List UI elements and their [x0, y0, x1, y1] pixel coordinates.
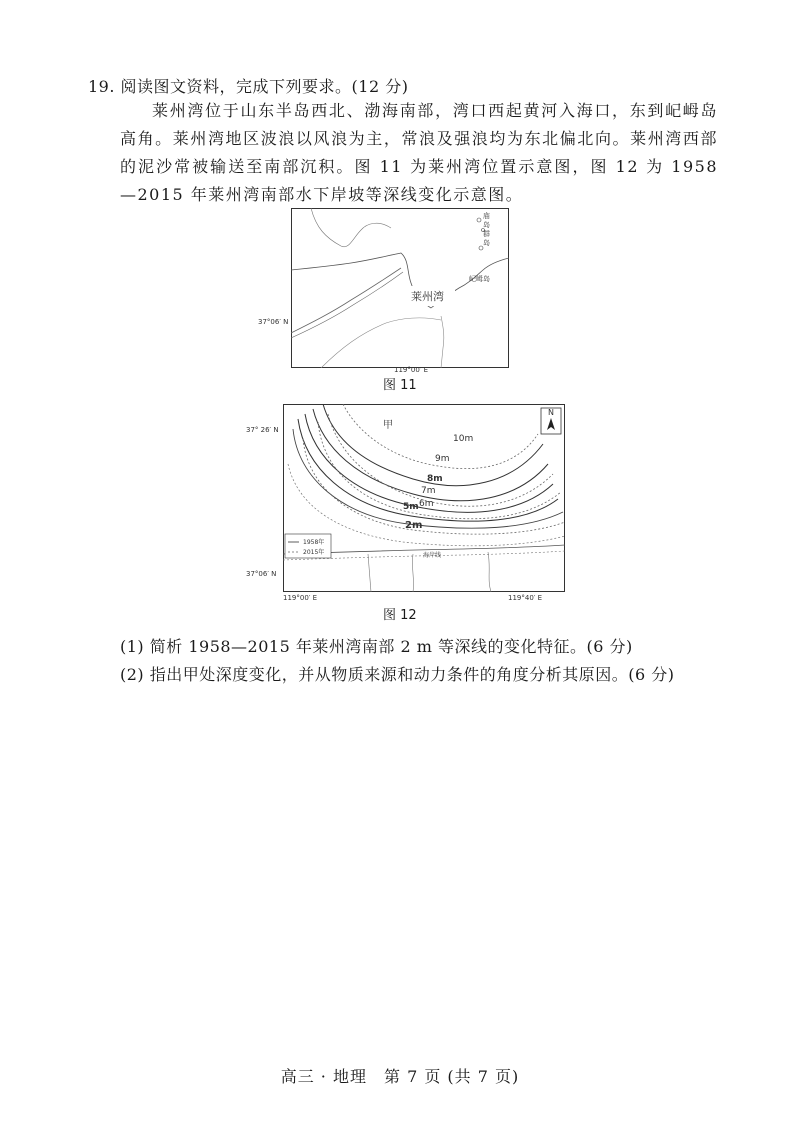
- figure-11-lon: 119°00′ E: [394, 366, 429, 374]
- north-arrow-label: N: [548, 408, 554, 417]
- islands-label: 庙岛群岛: [483, 212, 490, 247]
- figure-12-lat-top: 37° 26′ N: [246, 426, 279, 434]
- figure-12-svg: [283, 404, 565, 592]
- question-passage: 莱州湾位于山东半岛西北、渤海南部，湾口西起黄河入海口，东到屺㟂岛高角。莱州湾地区波浪以风浪为主，常浪及强浪均为东北偏北向。莱州湾西部的泥沙常被输送至南部沉积。图 11 为莱州湾位置示意图，图 12 为 1958—2015 年莱州湾南部水下岸坡等深线变化示意图。: [120, 101, 718, 204]
- figure-12-caption: 图 12: [383, 608, 417, 623]
- figure-12-lon-right: 119°40′ E: [508, 594, 543, 602]
- depth-9m-label: 9m: [435, 454, 450, 464]
- subquestion-1: (1) 简析 1958—2015 年莱州湾南部 2 m 等深线的变化特征。(6 分): [120, 637, 633, 656]
- legend-2015: 2015年: [303, 549, 325, 556]
- depth-6m-label: 6m: [419, 499, 434, 509]
- point-jia-label: 甲: [383, 420, 393, 431]
- island-label: 屺㟂岛: [469, 275, 490, 283]
- page-footer: 高三 · 地理 第 7 页 (共 7 页): [280, 1067, 520, 1086]
- subquestion-2: (2) 指出甲处深度变化，并从物质来源和动力条件的角度分析其原因。(6 分): [120, 665, 675, 684]
- figure-11-lat: 37°06′ N: [258, 318, 289, 326]
- figure-12-lon-left: 119°00′ E: [283, 594, 318, 602]
- coastline-label: 海岸线: [423, 552, 442, 559]
- bay-label: 莱州湾: [411, 290, 444, 303]
- depth-8m-label: 8m: [427, 474, 443, 484]
- question-header: 19. 阅读图文资料，完成下列要求。(12 分): [88, 77, 409, 96]
- depth-7m-label: 7m: [421, 486, 436, 496]
- figure-12-map: [283, 404, 565, 592]
- figure-11-caption: 图 11: [383, 378, 417, 393]
- figure-11-map: [291, 208, 509, 368]
- depth-5m-label: 5m: [403, 502, 419, 512]
- depth-10m-label: 10m: [453, 434, 474, 444]
- figure-11-svg: [291, 208, 509, 368]
- figure-12-lat-bottom: 37°06′ N: [246, 570, 277, 578]
- legend-1958: 1958年: [303, 539, 325, 546]
- depth-2m-label: 2m: [405, 520, 423, 531]
